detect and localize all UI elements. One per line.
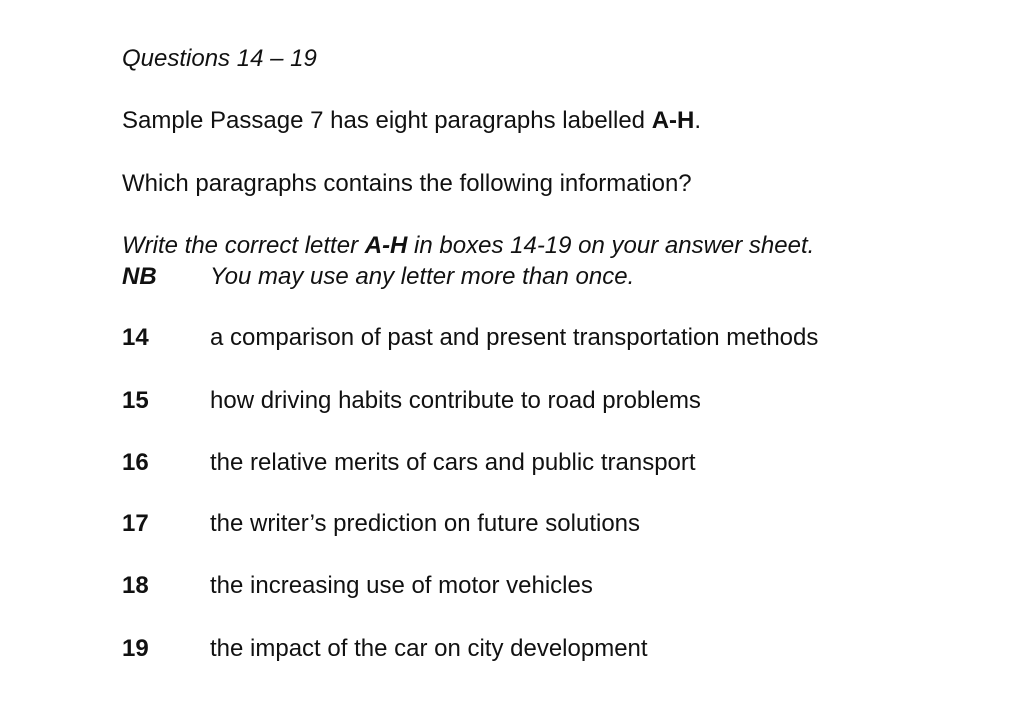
question-text: the writer’s prediction on future solutions	[210, 510, 641, 537]
intro-end: .	[694, 107, 702, 134]
nb-note	[122, 262, 634, 292]
question-number: 18	[122, 572, 149, 599]
question-prompt: Which paragraphs contains the following information?	[122, 170, 692, 197]
question-number: 17	[122, 510, 149, 537]
question-item	[122, 448, 696, 478]
question-text: the impact of the car on city development	[210, 635, 648, 662]
question-number: 15	[122, 387, 149, 414]
nb-label: NB	[122, 263, 157, 290]
questions-heading: Questions 14 – 19	[122, 45, 317, 72]
question-text: a comparison of past and present transportation methods	[210, 324, 819, 351]
question-text: how driving habits contribute to road problems	[210, 387, 701, 414]
instruction-line	[122, 231, 814, 261]
question-item	[122, 571, 593, 601]
question-number: 19	[122, 635, 149, 662]
instruction-before: Write the correct letter	[122, 232, 365, 259]
intro-text: Sample Passage 7 has eight paragraphs labelled	[122, 107, 652, 134]
question-item	[122, 386, 701, 416]
question-item	[122, 323, 818, 353]
question-item	[122, 509, 640, 539]
question-number: 14	[122, 324, 149, 351]
intro-paragraph	[122, 106, 701, 136]
question-item	[122, 634, 648, 664]
intro-range: A-H	[651, 107, 695, 134]
question-number: 16	[122, 449, 149, 476]
instruction-range: A-H	[364, 232, 408, 259]
nb-text: You may use any letter more than once.	[210, 263, 635, 290]
question-text: the relative merits of cars and public transport	[210, 449, 696, 476]
question-text: the increasing use of motor vehicles	[210, 572, 593, 599]
instruction-after: in boxes 14-19 on your answer sheet.	[407, 232, 815, 259]
